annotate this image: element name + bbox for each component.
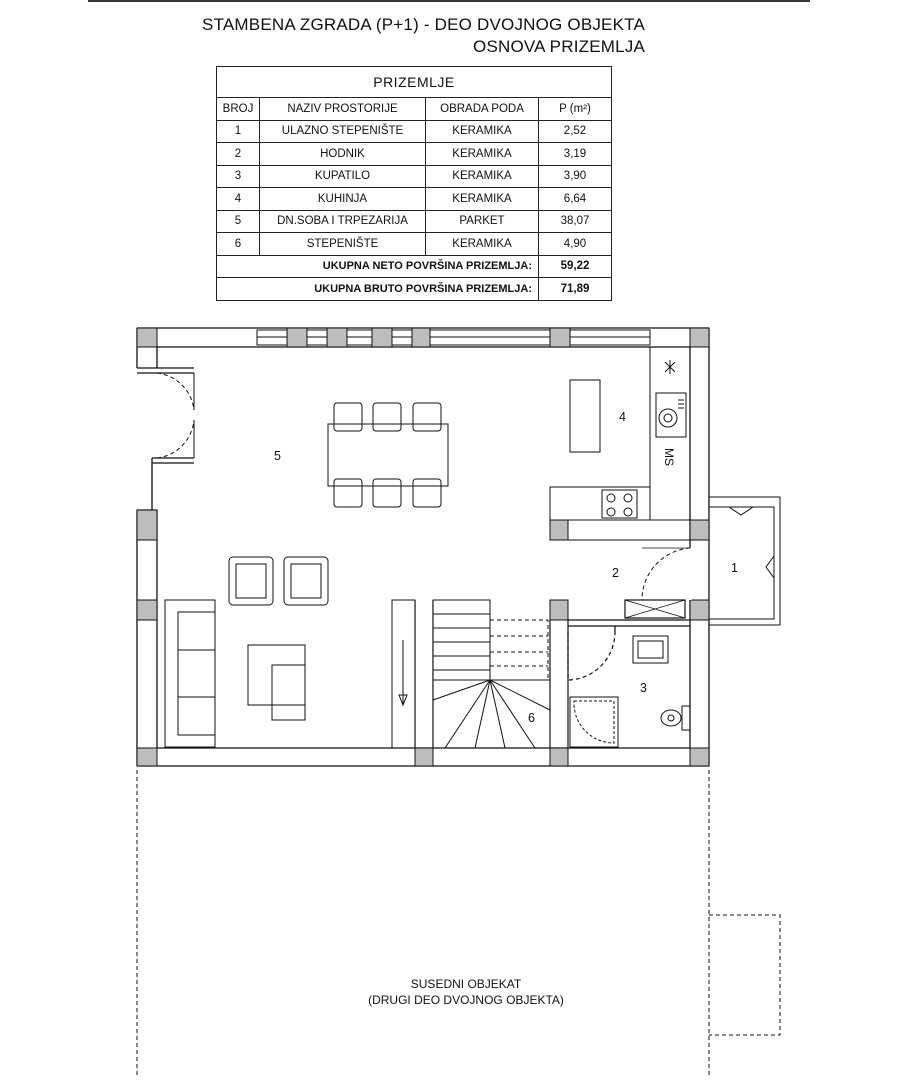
cell-number: 3 <box>217 165 260 188</box>
cell-number: 5 <box>217 210 260 233</box>
total-gross-label: UKUPNA BRUTO POVRŠINA PRIZEMLJA: <box>217 278 539 301</box>
neighbor-building <box>137 770 780 1078</box>
cell-room-name: KUPATILO <box>260 165 426 188</box>
room-label-3: 3 <box>640 681 647 695</box>
interior-walls <box>415 600 690 748</box>
cell-room-name: ULAZNO STEPENIŠTE <box>260 120 426 143</box>
cell-room-name: HODNIK <box>260 143 426 166</box>
structural-columns <box>137 328 709 766</box>
exterior-walls <box>137 328 709 766</box>
neighbor-sublabel: (DRUGI DEO DVOJNOG OBJEKTA) <box>368 993 564 1007</box>
header-naziv: NAZIV PROSTORIJE <box>260 98 426 121</box>
bathroom-fixtures <box>570 636 690 747</box>
room-label-4: 4 <box>619 410 626 424</box>
total-net-value: 59,22 <box>539 255 612 278</box>
cell-number: 4 <box>217 188 260 211</box>
drawing-subtitle: OSNOVA PRIZEMLJA <box>473 37 645 56</box>
cell-room-name: KUHINJA <box>260 188 426 211</box>
cell-area: 38,07 <box>539 210 612 233</box>
cell-number: 1 <box>217 120 260 143</box>
room-label-2: 2 <box>612 566 619 580</box>
cell-floor-finish: KERAMIKA <box>426 165 539 188</box>
header-broj: BROJ <box>217 98 260 121</box>
room-label-5: 5 <box>274 449 281 463</box>
interior-staircase <box>392 600 550 748</box>
cell-number: 6 <box>217 233 260 256</box>
header-povrsina: P (m²) <box>539 98 612 121</box>
total-net-label: UKUPNA NETO POVRŠINA PRIZEMLJA: <box>217 255 539 278</box>
cell-area: 2,52 <box>539 120 612 143</box>
cell-floor-finish: PARKET <box>426 210 539 233</box>
cell-area: 4,90 <box>539 233 612 256</box>
neighbor-label: SUSEDNI OBJEKAT <box>410 977 522 991</box>
kitchen <box>550 347 690 540</box>
cell-area: 3,19 <box>539 143 612 166</box>
top-windows <box>257 330 650 345</box>
room-label-6: 6 <box>528 711 535 725</box>
total-gross-value: 71,89 <box>539 278 612 301</box>
entrance-stair <box>642 497 780 625</box>
cell-area: 3,90 <box>539 165 612 188</box>
terrace-door <box>157 373 194 458</box>
cell-floor-finish: KERAMIKA <box>426 188 539 211</box>
cell-floor-finish: KERAMIKA <box>426 143 539 166</box>
table-caption: PRIZEMLJE <box>217 67 612 98</box>
cell-room-name: STEPENIŠTE <box>260 233 426 256</box>
cell-floor-finish: KERAMIKA <box>426 120 539 143</box>
cell-floor-finish: KERAMIKA <box>426 233 539 256</box>
cell-area: 6,64 <box>539 188 612 211</box>
header-obrada: OBRADA PODA <box>426 98 539 121</box>
dining-set <box>328 403 448 507</box>
dishwasher-label: MS <box>662 448 676 466</box>
cell-room-name: DN.SOBA I TRPEZARIJA <box>260 210 426 233</box>
room-label-1: 1 <box>731 561 738 575</box>
cell-number: 2 <box>217 143 260 166</box>
drawing-title: STAMBENA ZGRADA (P+1) - DEO DVOJNOG OBJEKTA <box>202 15 645 34</box>
living-furniture <box>165 557 328 747</box>
